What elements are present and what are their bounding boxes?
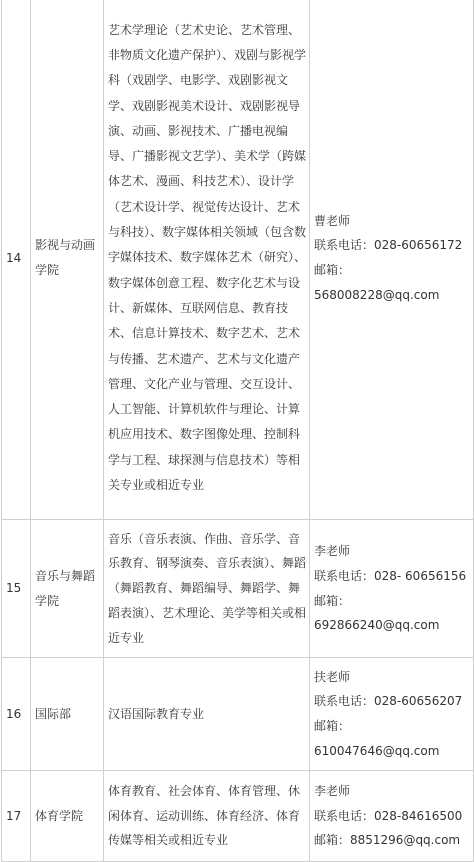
contact-name: 李老师	[314, 783, 351, 798]
contact-email: 610047646@qq.com	[314, 743, 440, 758]
contact-phone: 联系电话：028-60656207	[314, 694, 463, 709]
contact-name: 扶老师	[314, 669, 351, 684]
major-requirements: 汉语国际教育专业	[104, 658, 310, 771]
row-number: 16	[2, 658, 31, 771]
contact-email-label: 邮箱：	[314, 593, 351, 608]
college-name: 国际部	[31, 658, 104, 771]
contact-email: 568008228@qq.com	[314, 287, 440, 302]
contact-phone: 联系电话：028-60656172	[314, 238, 463, 253]
contact-info	[310, 520, 474, 658]
contact-info	[310, 658, 474, 771]
contact-email: 邮箱：8851296@qq.com	[314, 833, 461, 848]
table-row	[2, 0, 474, 520]
contact-email-label: 邮箱：	[314, 263, 351, 277]
contact-email: 692866240@qq.com	[314, 618, 440, 633]
college-name: 体育学院	[31, 771, 104, 862]
major-requirements: 音乐（音乐表演、作曲、音乐学、音乐教育、钢琴演奏、音乐表演）、舞蹈（舞蹈教育、舞蹈编导、舞蹈学、舞蹈表演）、艺术理论、美学等相关或相近专业	[104, 520, 310, 658]
table-row	[2, 658, 474, 771]
row-number: 14	[2, 0, 31, 520]
row-number: 15	[2, 520, 31, 658]
contact-name: 李老师	[314, 544, 351, 559]
recruitment-table	[1, 0, 474, 862]
table-row	[2, 771, 474, 862]
major-requirements: 艺术学理论（艺术史论、艺术管理、非物质文化遗产保护）、戏剧与影视学科（戏剧学、电影学、戏剧影视文学、戏剧影视美术设计、戏剧影视导演、动画、影视技术、广播电视编导、广播影视文艺学）、美术学（跨媒体艺术、漫画、科技艺术）、设计学（艺术设计学、视觉传达设计、艺术与科技）、数字媒体相关领域（包含数字媒体技术、数字媒体艺术（研究）、数字媒体创意工程、数字化艺术与设计、新媒体、互联网信息、教育技术、信息计算技术、数字艺术、艺术与传播、艺术遗产、艺术与文化遗产管理、文化产业与管理、交互设计、人工智能、计算机软件与理论、计算机应用技术、数字图像处理、控制科学与工程、球探测与信息技术）等相关专业或相近专业	[104, 0, 310, 520]
major-requirements: 体育教育、社会体育、体育管理、休闲体育、运动训练、体育经济、体育传媒等相关或相近专业	[104, 771, 310, 862]
contact-phone: 联系电话：028- 60656156	[314, 568, 467, 583]
row-number: 17	[2, 771, 31, 862]
contact-email-label: 邮箱：	[314, 719, 351, 733]
contact-name: 曹老师	[314, 213, 351, 228]
college-name: 音乐与舞蹈学院	[31, 520, 104, 658]
contact-info	[310, 0, 474, 520]
table-row	[2, 520, 474, 658]
contact-phone: 联系电话：028-84616500	[314, 808, 463, 823]
college-name: 影视与动画学院	[31, 0, 104, 520]
contact-info	[310, 771, 474, 862]
